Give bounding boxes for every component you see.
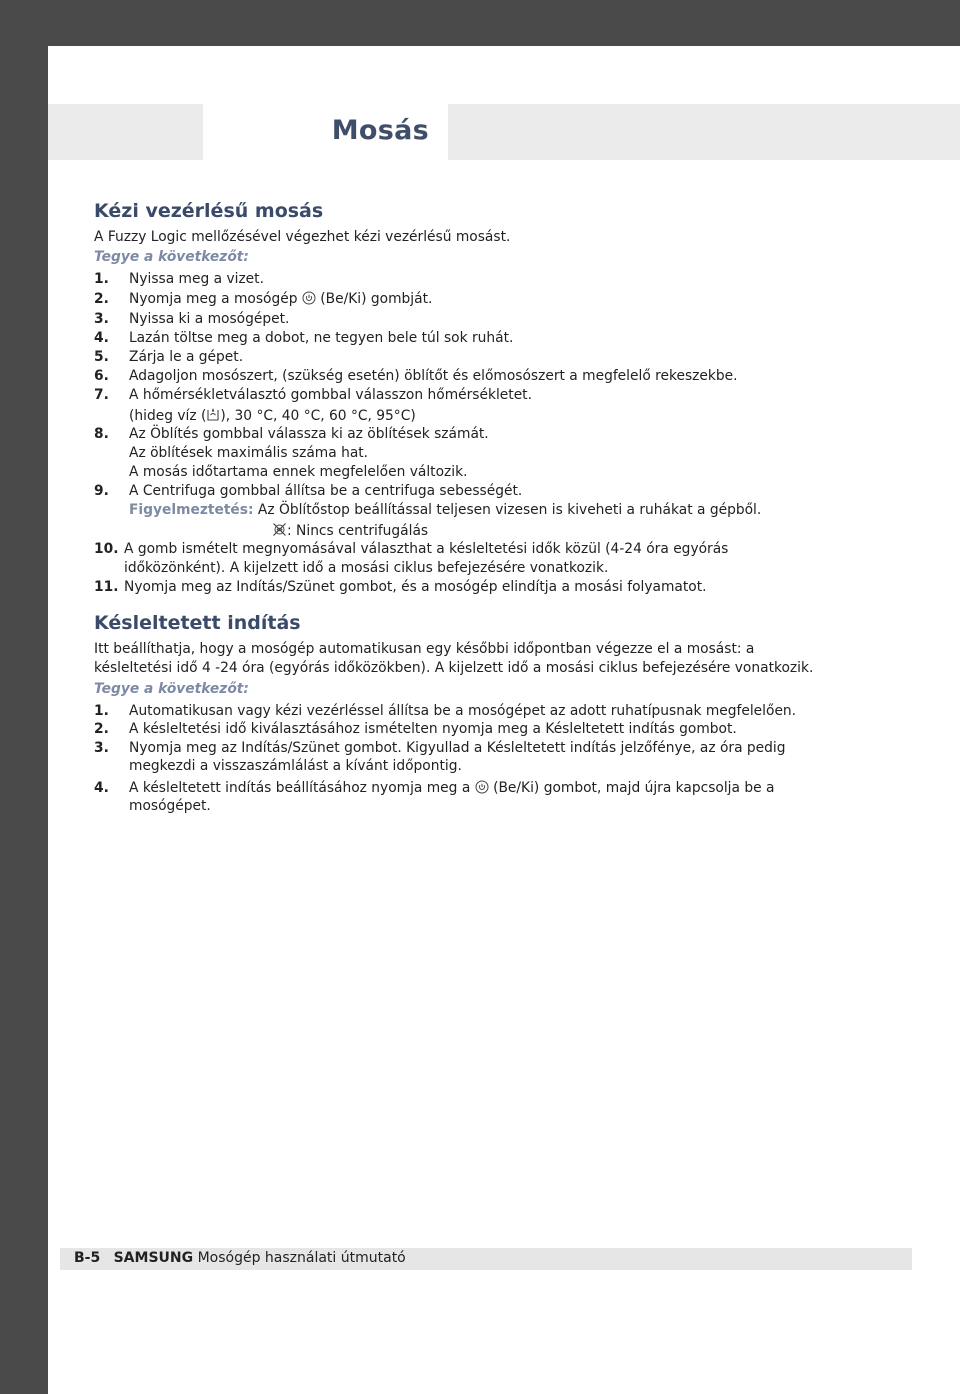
footer	[74, 1250, 406, 1266]
delay-step-3: 3. Nyomja meg az Indítás/Szünet gombot. Kigyullad a Késleltetett indítás jelzőfénye, az óra pedig	[94, 740, 786, 756]
manual-intro: A Fuzzy Logic mellőzésével végezhet kézi vezérlésű mosást.	[94, 229, 511, 245]
page-number: B-5	[74, 1250, 101, 1266]
section-heading-manual: Kézi vezérlésű mosás	[94, 200, 324, 222]
brand-name: SAMSUNG	[113, 1250, 194, 1266]
power-icon	[475, 780, 489, 794]
delay-step-1: 1. Automatikusan vagy kézi vezérléssel állítsa be a mosógépet az adott ruhatípusnak megfelelően.	[94, 703, 797, 719]
header-band	[48, 104, 960, 160]
manual-step-8-line3: A mosás időtartama ennek megfelelően változik.	[129, 464, 468, 480]
delay-step-4: 4. A késleltetett indítás beállításához nyomja meg a (Be/Ki) gombot, majd újra kapcsolja be a	[94, 780, 775, 796]
warning-label: Figyelmeztetés:	[129, 502, 254, 518]
section-heading-delay: Késleltetett indítás	[94, 612, 301, 634]
manual-step-7-temps: (hideg víz ( ), 30 °C, 40 °C, 60 °C, 95°C)	[129, 408, 416, 424]
manual-step-6: 6. Adagoljon mosószert, (szükség esetén) öblítőt és előmosószert a megfelelő rekeszekbe.	[94, 368, 738, 384]
manual-step-11: 11. Nyomja meg az Indítás/Szünet gombot, és a mosógép elindítja a mosási folyamatot.	[94, 579, 707, 595]
delay-intro-line2: késleltetési idő 4 -24 óra (egyórás időközökben). A kijelzett idő a mosási ciklus befejezésére vonatkozik.	[94, 660, 814, 676]
manual-step-5: 5. Zárja le a gépet.	[94, 349, 244, 365]
manual-step-8-line2: Az öblítések maximális száma hat.	[129, 445, 369, 461]
manual-step-7: 7. A hőmérsékletválasztó gombbal válasszon hőmérsékletet.	[94, 387, 532, 403]
no-spin-note: : Nincs centrifugálás	[272, 522, 428, 539]
delay-intro-line1: Itt beállíthatja, hogy a mosógép automatikusan egy későbbi időpontban végezze el a mosást: a	[94, 641, 755, 657]
manual-step-10: 10. A gomb ismételt megnyomásával választhat a késleltetési idők közül (4-24 óra egyórás	[94, 541, 729, 557]
manual-step-9: 9. A Centrifuga gombbal állítsa be a centrifuga sebességét.	[94, 483, 523, 499]
manual-step-8: 8. Az Öblítés gombbal válassza ki az öblítések számát.	[94, 426, 489, 442]
warning-note: Figyelmeztetés: Az Öblítőstop beállítással teljesen vizesen is kiveheti a ruhákat a gépből.	[129, 502, 762, 518]
delay-step-4-line2: mosógépet.	[129, 798, 211, 814]
cold-water-icon	[206, 407, 220, 422]
manual-step-2: 2. Nyomja meg a mosógép (Be/Ki) gombját.	[94, 291, 433, 307]
delay-subheading: Tegye a következőt:	[94, 681, 249, 697]
power-icon	[302, 291, 316, 305]
manual-step-4: 4. Lazán töltse meg a dobot, ne tegyen bele túl sok ruhát.	[94, 330, 514, 346]
manual-step-1: 1. Nyissa meg a vizet.	[94, 271, 264, 287]
manual-step-3: 3. Nyissa ki a mosógépet.	[94, 311, 290, 327]
title-box	[203, 104, 448, 160]
no-spin-icon	[272, 522, 287, 537]
footer-title: Mosógép használati útmutató	[197, 1250, 406, 1266]
page-title: Mosás	[331, 115, 429, 146]
delay-step-3-line2: megkezdi a visszaszámlálást a kívánt időpontig.	[129, 758, 462, 774]
manual-subheading: Tegye a következőt:	[94, 249, 249, 265]
delay-step-2: 2. A késleltetési idő kiválasztásához ismételten nyomja meg a Késleltetett indítás gombot.	[94, 721, 737, 737]
manual-step-10-line2: időközönként). A kijelzett idő a mosási ciklus befejezésére vonatkozik.	[124, 560, 609, 576]
